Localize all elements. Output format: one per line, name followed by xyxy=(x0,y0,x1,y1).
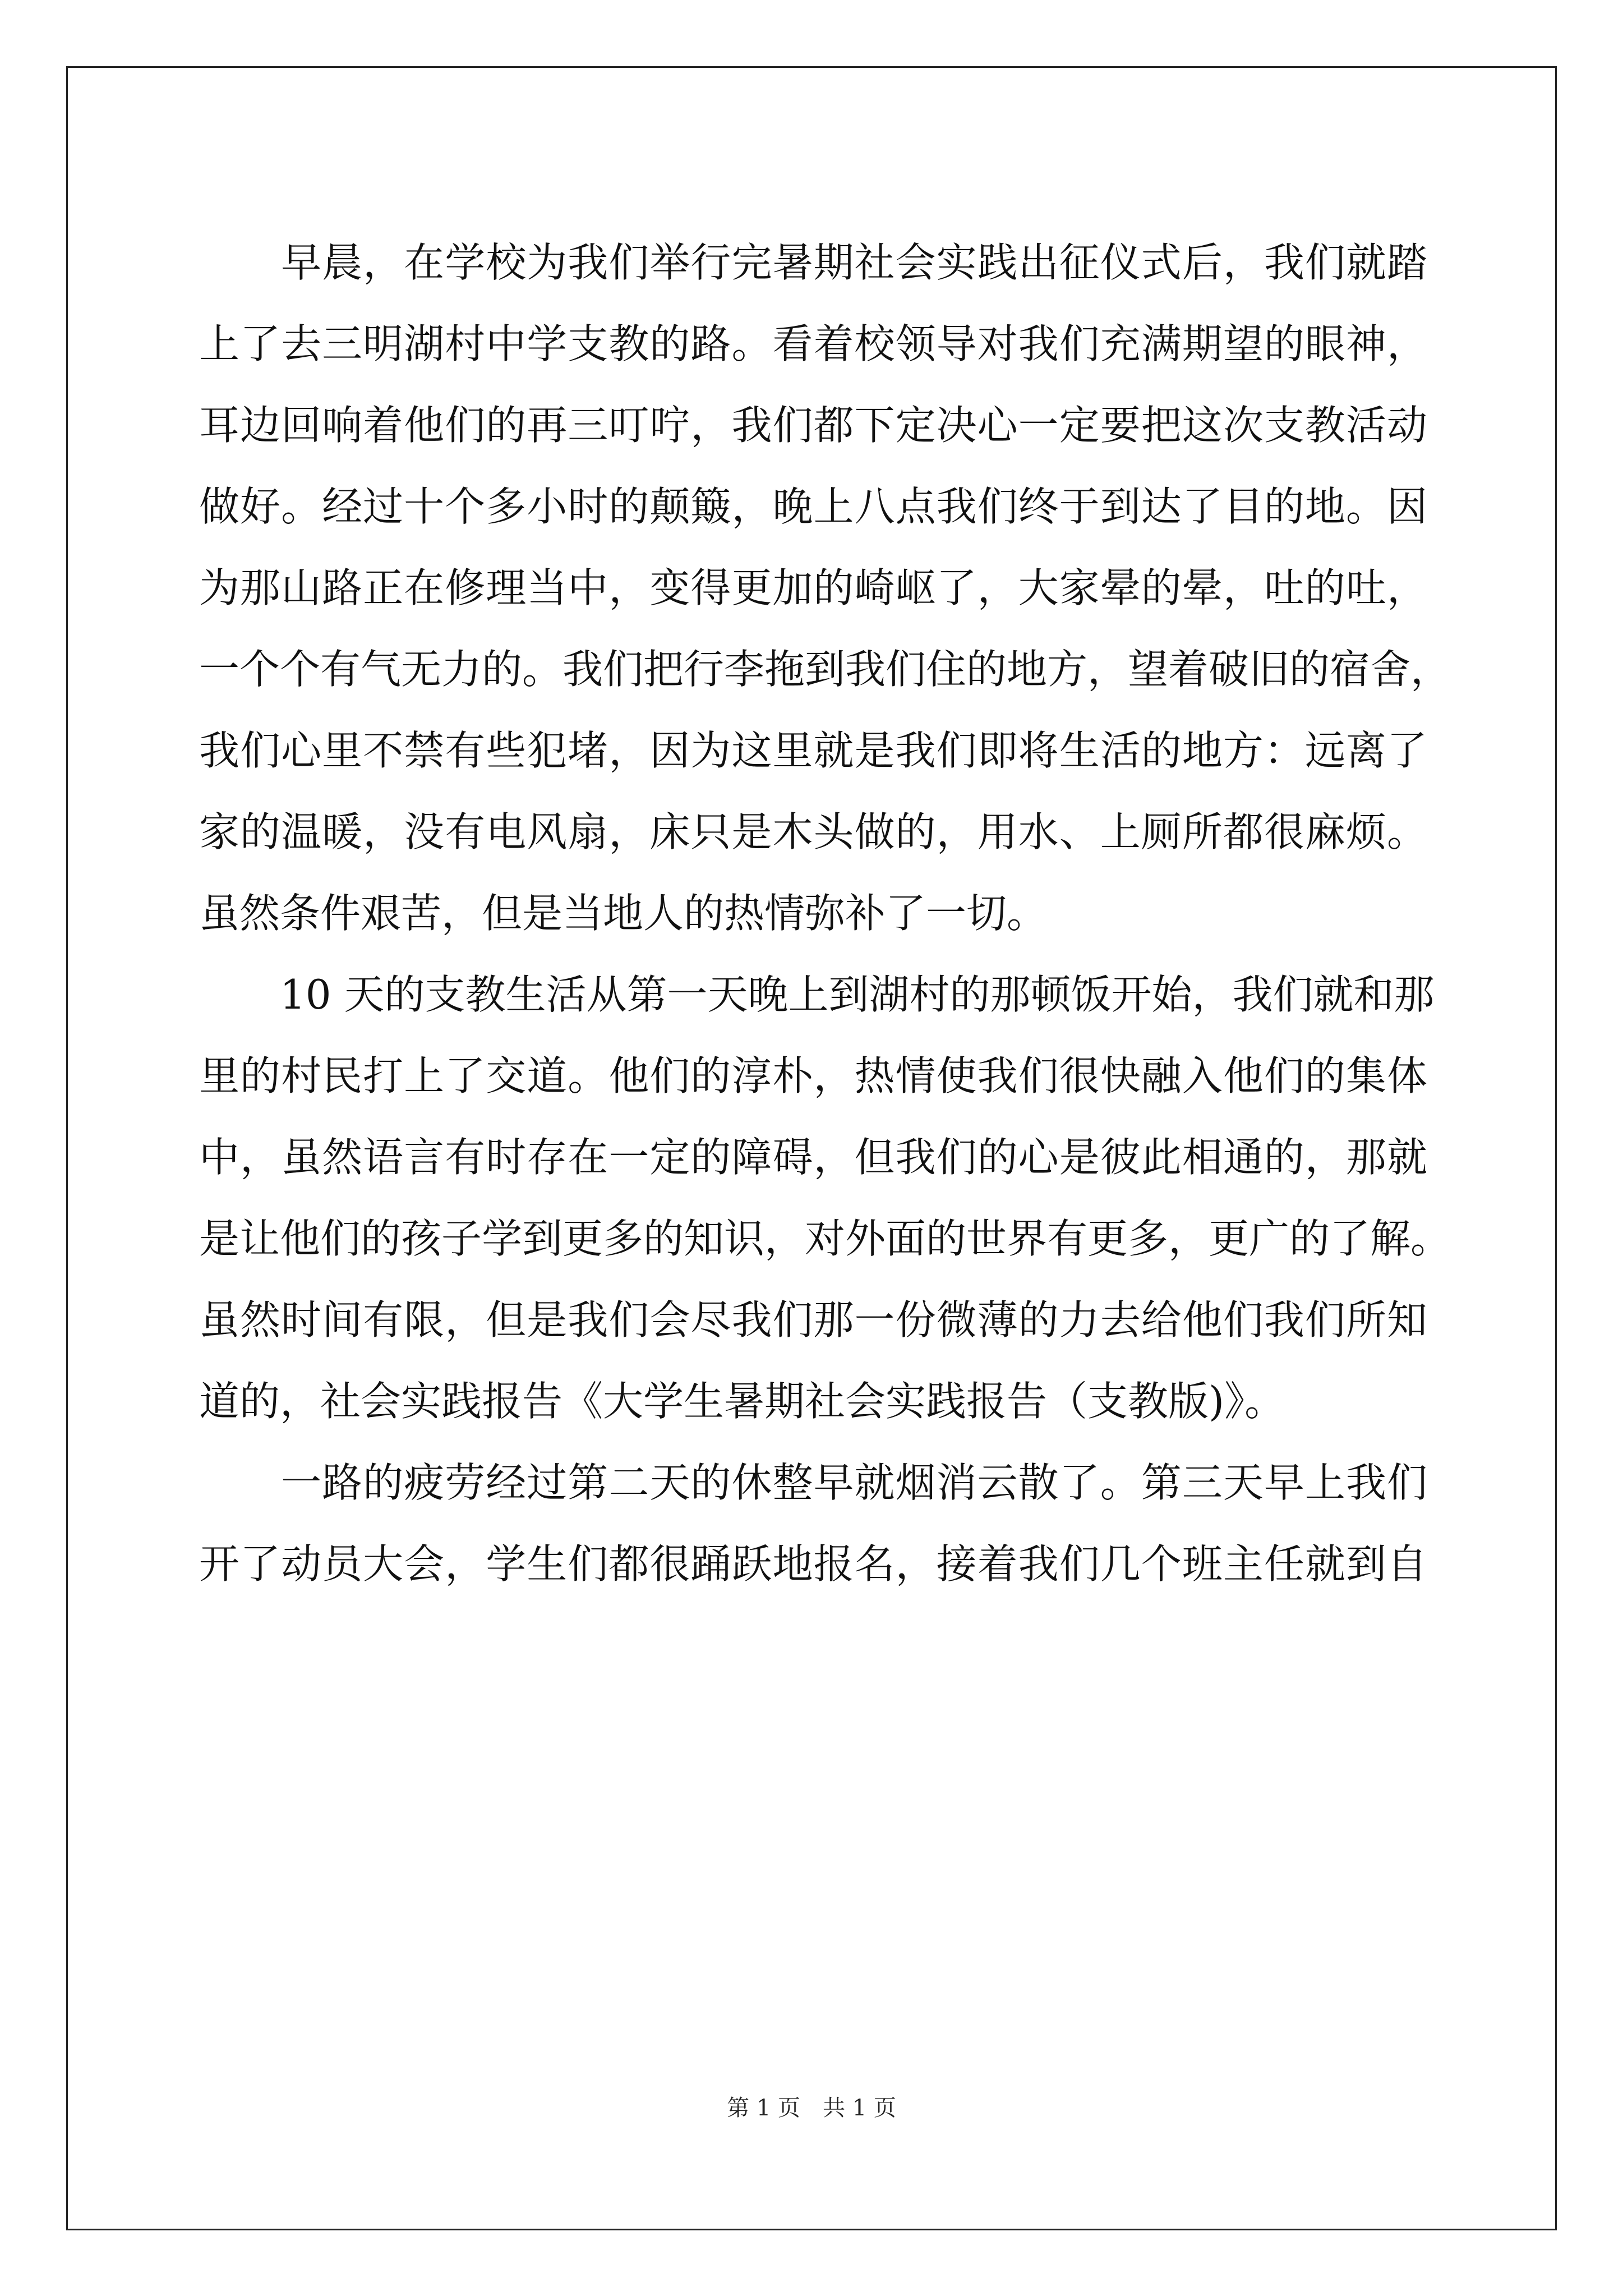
paragraph-line: 里的村民打上了交道。他们的淳朴，热情使我们很快融入他们的集体 xyxy=(199,1052,1427,1099)
paragraph-line: 一路的疲劳经过第二天的休整早就烟消云散了。第三天早上我们 xyxy=(199,1459,1427,1506)
paragraph-line: 做好。经过十个多小时的颠簸，晚上八点我们终于到达了目的地。因 xyxy=(199,483,1427,530)
paragraph-line: 家的温暖，没有电风扇，床只是木头做的，用水、上厕所都很麻烦。 xyxy=(199,808,1427,855)
paragraph-line: 一个个有气无力的。我们把行李拖到我们住的地方，望着破旧的宿舍， xyxy=(199,646,1451,693)
document-body xyxy=(199,222,1451,1605)
page-number: 第 1 页 共 1 页 xyxy=(727,2095,896,2121)
paragraph-line: 耳边回响着他们的再三叮咛，我们都下定决心一定要把这次支教活动 xyxy=(199,402,1427,449)
paragraph-line: 我们心里不禁有些犯堵，因为这里就是我们即将生活的地方：远离了 xyxy=(199,727,1427,774)
paragraph-line: 10 天的支教生活从第一天晚上到湖村的那顿饭开始，我们就和那 xyxy=(199,971,1435,1018)
paragraph-line: 道的，社会实践报告《大学生暑期社会实践报告（支教版)》。 xyxy=(199,1378,1285,1425)
paragraph-line: 早晨，在学校为我们举行完暑期社会实践出征仪式后，我们就踏 xyxy=(199,239,1427,286)
page-footer xyxy=(0,2094,1623,2122)
paragraph-line: 为那山路正在修理当中，变得更加的崎岖了，大家晕的晕，吐的吐， xyxy=(199,564,1427,611)
paragraph-line: 中，虽然语言有时存在一定的障碍，但我们的心是彼此相通的，那就 xyxy=(199,1134,1427,1181)
paragraph-line: 上了去三明湖村中学支教的路。看着校领导对我们充满期望的眼神， xyxy=(199,320,1427,367)
paragraph-line: 虽然时间有限，但是我们会尽我们那一份微薄的力去给他们我们所知 xyxy=(199,1296,1427,1343)
paragraph-line: 开了动员大会，学生们都很踊跃地报名，接着我们几个班主任就到自 xyxy=(199,1540,1427,1588)
paragraph-line: 是让他们的孩子学到更多的知识，对外面的世界有更多，更广的了解。 xyxy=(199,1215,1451,1262)
paragraph-line: 虽然条件艰苦，但是当地人的热情弥补了一切。 xyxy=(199,890,1048,937)
